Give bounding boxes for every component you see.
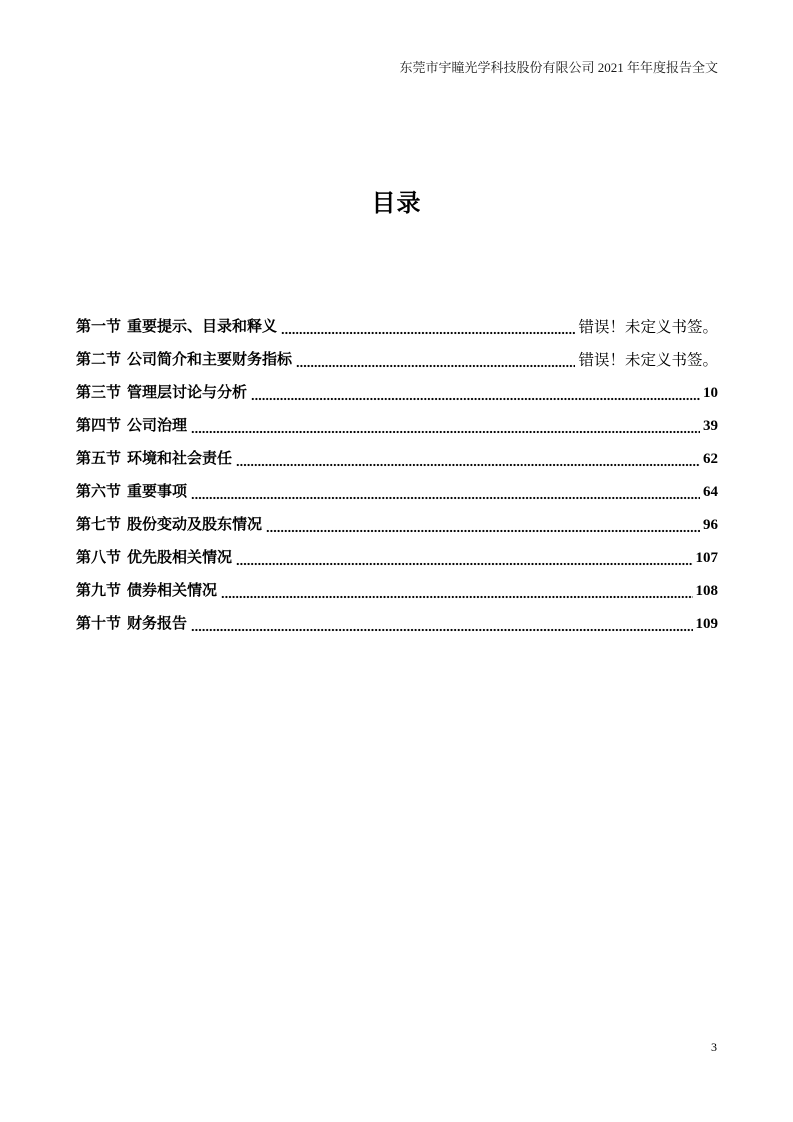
toc-entry-8[interactable] [76, 542, 718, 575]
toc-section-title: 财务报告 [127, 616, 188, 632]
toc-section-title: 重要提示、目录和释义 [127, 319, 278, 335]
toc-entry-9[interactable] [76, 575, 718, 608]
toc-section-title: 管理层讨论与分析 [127, 385, 248, 401]
toc-section-number: 第三节 [76, 385, 122, 401]
toc-page-ref: 39 [703, 418, 718, 434]
toc-entry-4[interactable] [76, 410, 718, 443]
toc-section-title: 重要事项 [127, 484, 188, 500]
toc-section-title: 公司治理 [127, 418, 188, 434]
toc-entry-3[interactable] [76, 377, 718, 410]
toc-section-title: 股份变动及股东情况 [127, 517, 263, 533]
toc-section-number: 第六节 [76, 484, 122, 500]
toc-section-number: 第七节 [76, 517, 122, 533]
toc-section-title: 公司简介和主要财务指标 [127, 352, 293, 368]
toc-dot-leader [221, 575, 692, 608]
toc-section-title: 环境和社会责任 [127, 451, 233, 467]
toc-section-number: 第十节 [76, 616, 122, 632]
toc-section-number: 第九节 [76, 583, 122, 599]
toc-page-ref: 62 [703, 451, 718, 467]
table-of-contents [76, 311, 718, 641]
toc-page-ref: 108 [695, 583, 718, 599]
toc-page-ref: 错误！未定义书签。 [578, 319, 718, 336]
toc-page-ref: 109 [695, 616, 718, 632]
toc-section-title: 优先股相关情况 [127, 550, 233, 566]
toc-entry-7[interactable] [76, 509, 718, 542]
toc-section-title: 债券相关情况 [127, 583, 218, 599]
toc-section-number: 第八节 [76, 550, 122, 566]
toc-entry-6[interactable] [76, 476, 718, 509]
toc-dot-leader [191, 608, 692, 641]
page-number: 3 [711, 1040, 717, 1054]
toc-section-number: 第一节 [76, 319, 122, 335]
toc-entry-2[interactable] [76, 344, 718, 377]
toc-dot-leader [236, 443, 700, 476]
toc-entry-1[interactable] [76, 311, 718, 344]
toc-dot-leader [296, 344, 575, 377]
toc-dot-leader [266, 509, 700, 542]
toc-dot-leader [251, 377, 700, 410]
toc-page-ref: 96 [703, 517, 718, 533]
toc-page-ref: 64 [703, 484, 718, 500]
toc-page-ref: 错误！未定义书签。 [578, 352, 718, 369]
page-title: 目录 [371, 191, 422, 217]
toc-section-number: 第四节 [76, 418, 122, 434]
page-header: 东莞市宇瞳光学科技股份有限公司 2021 年年度报告全文 [399, 60, 718, 75]
toc-entry-10[interactable] [76, 608, 718, 641]
toc-dot-leader [281, 311, 575, 344]
toc-page-ref: 107 [695, 550, 718, 566]
toc-page-ref: 10 [703, 385, 718, 401]
toc-dot-leader [191, 476, 700, 509]
toc-section-number: 第五节 [76, 451, 122, 467]
toc-entry-5[interactable] [76, 443, 718, 476]
toc-dot-leader [191, 410, 700, 443]
toc-section-number: 第二节 [76, 352, 122, 368]
toc-dot-leader [236, 542, 692, 575]
